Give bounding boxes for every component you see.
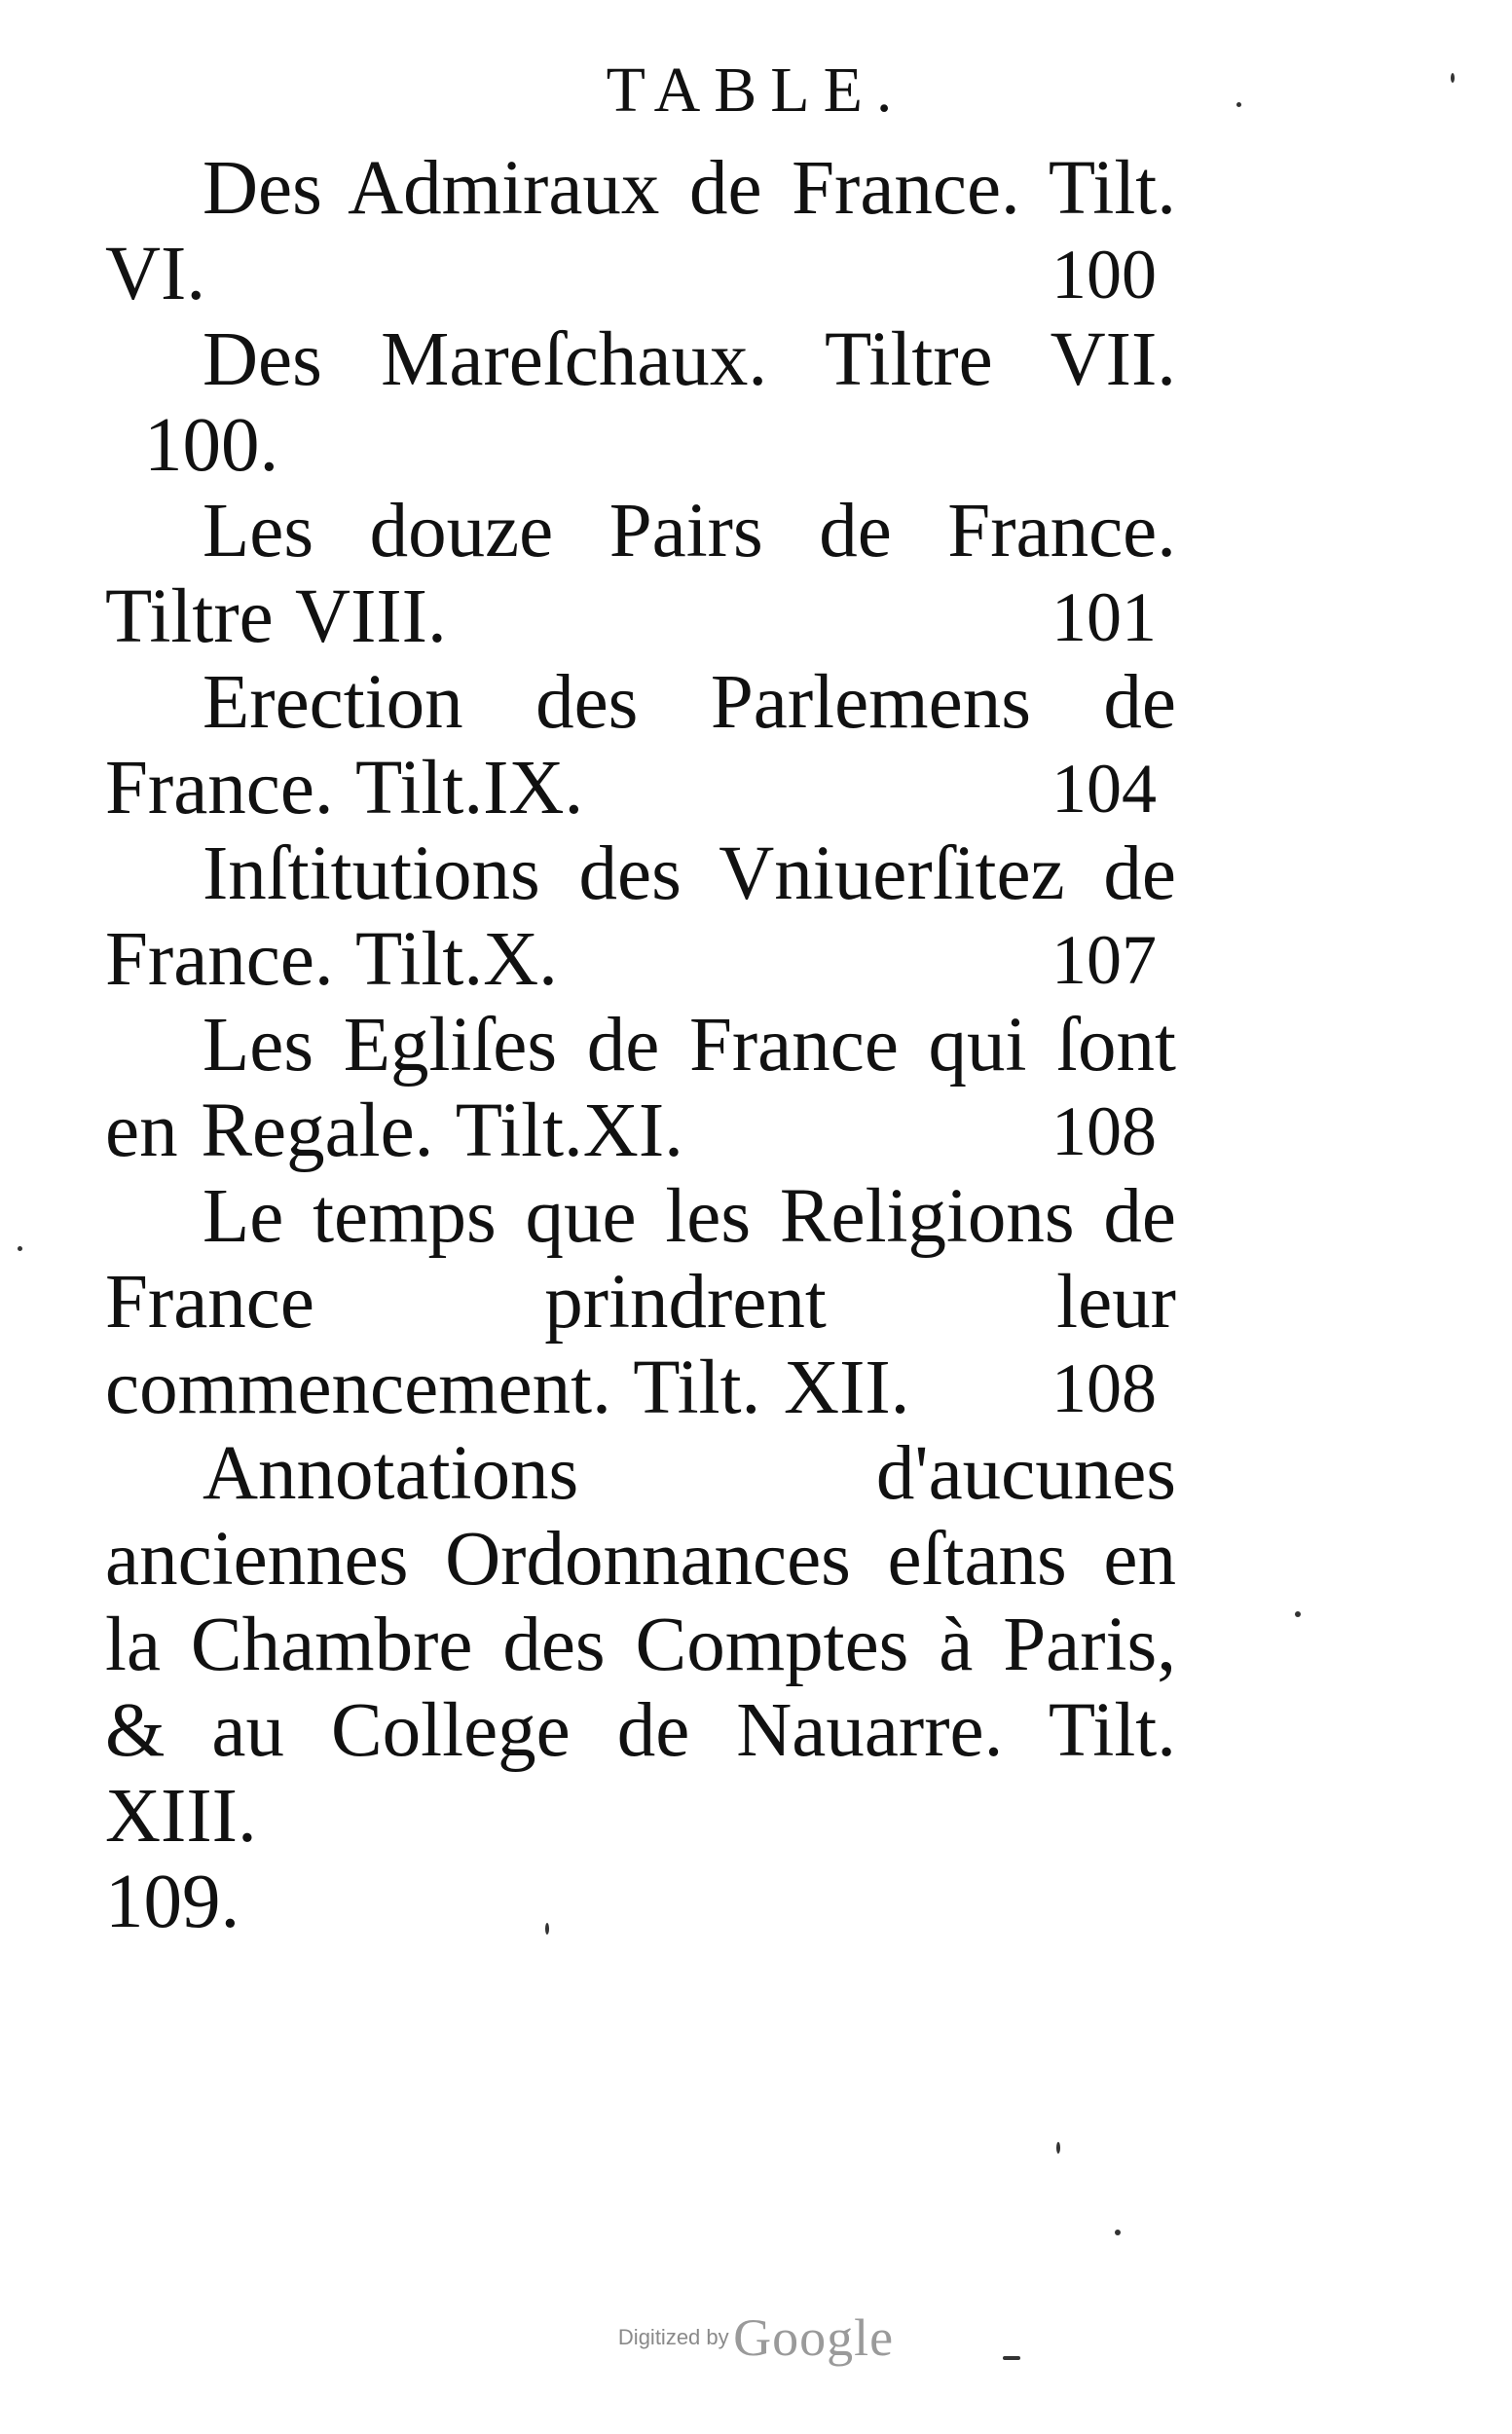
- scan-speck: [1236, 102, 1241, 107]
- scan-speck: [1295, 1611, 1301, 1617]
- scan-speck: [545, 1923, 549, 1935]
- digitized-by-label: Digitized by: [617, 2325, 729, 2349]
- table-of-contents: [105, 146, 1176, 1945]
- entry-page-number: 109.: [105, 1860, 240, 1944]
- toc-entry: [105, 660, 1176, 831]
- entry-text: Erection des Parlemens de France. Tilt.IX.: [105, 660, 1176, 830]
- entry-text: Annotations d'aucunes anciennes Ordonnances eſtans en la Chambre des Comptes à Paris, & au College de Nauarre. Tilt. XIII.: [105, 1431, 1176, 1859]
- scan-speck: [1115, 2230, 1121, 2235]
- page-title: TABLE.: [606, 55, 906, 126]
- entry-text: Des Admiraux de France. Tilt. VI.: [105, 146, 1176, 316]
- entry-text: Les douze Pairs de France. Tiltre VIII.: [105, 489, 1176, 659]
- toc-entry: [105, 1174, 1176, 1431]
- toc-entry: [105, 489, 1176, 660]
- entry-text: Les Egliſes de France qui ſont en Regale. Tilt.XI.: [105, 1003, 1176, 1173]
- toc-entry: [105, 831, 1176, 1003]
- entry-page-number: 104: [1051, 750, 1157, 828]
- entry-text: Inſtitutions des Vniuerſitez de France. Tilt.X.: [105, 831, 1176, 1002]
- entry-text: Le temps que les Religions de France prindrent leur commencement. Tilt. XII.: [105, 1174, 1176, 1430]
- entry-text: Des Mareſchaux. Tiltre VII.: [203, 317, 1176, 402]
- toc-entry: [105, 146, 1176, 317]
- scan-speck: [1451, 73, 1455, 83]
- toc-entry: [105, 1431, 1176, 1945]
- entry-page-number: 108: [1051, 1092, 1157, 1170]
- entry-page-number: 100.: [144, 403, 279, 488]
- toc-entry: [105, 1003, 1176, 1174]
- toc-entry: [105, 317, 1176, 489]
- entry-page-number: 101: [1051, 578, 1157, 656]
- entry-page-number: 100: [1051, 236, 1157, 313]
- entry-page-number: 108: [1051, 1349, 1157, 1427]
- scan-speck: [18, 1246, 22, 1251]
- google-logo-text: Google: [733, 2308, 895, 2367]
- scan-speck: [1056, 2142, 1060, 2154]
- digitization-watermark: [0, 2307, 1512, 2368]
- entry-page-number: 107: [1051, 921, 1157, 999]
